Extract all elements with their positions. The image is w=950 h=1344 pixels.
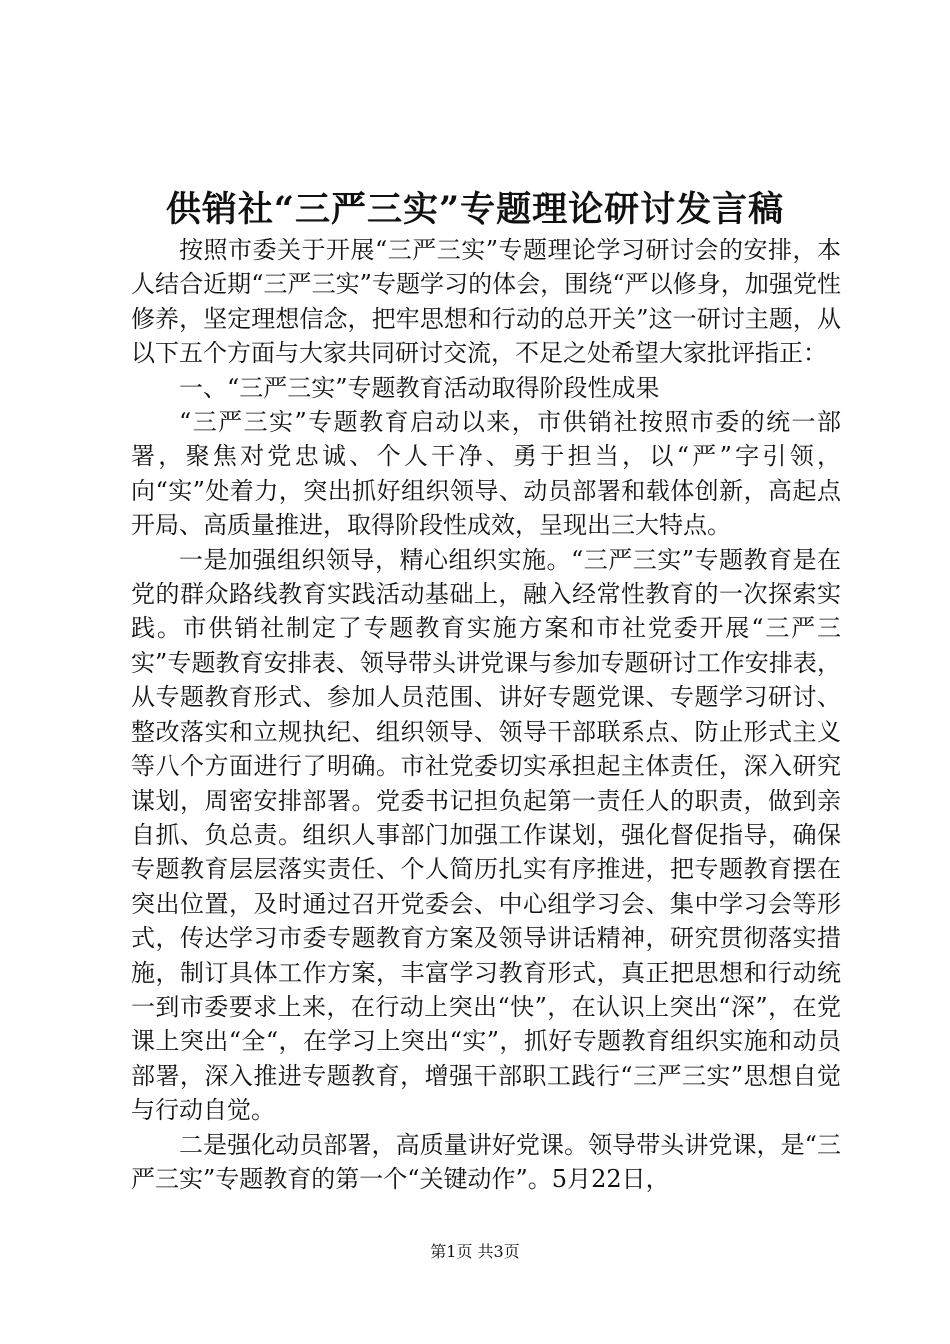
document-body (131, 233, 841, 1196)
page-number: 第1页 共3页 (430, 1242, 520, 1261)
paragraph-point-1: 一是加强组织领导，精心组织实施。“三严三实”专题教育是在党的群众路线教育实践活动基础上，融入经常性教育的一次探索实践。市供销社制定了专题教育实施方案和市社党委开展“三严三实”专题教育安排表、领导带头讲党课与参加专题研讨工作安排表，从专题教育形式、参加人员范围、讲好专题党课、专题学习研讨、整改落实和立规执纪、组织领导、领导干部联系点、防止形式主义等八个方面进行了明确。市社党委切实承担起主体责任，深入研究谋划，周密安排部署。党委书记担负起第一责任人的职责，做到亲自抓、负总责。组织人事部门加强工作谋划，强化督促指导，确保专题教育层层落实责任、个人简历扎实有序推进，把专题教育摆在突出位置，及时通过召开党委会、中心组学习会、集中学习会等形式，传达学习市委专题教育方案及领导讲话精神，研究贯彻落实措施，制订具体工作方案，丰富学习教育形式，真正把思想和行动统一到市委要求上来，在行动上突出“快”，在认识上突出“深”，在党课上突出“全“，在学习上突出“实”，抓好专题教育组织实施和动员部署，深入推进专题教育，增强干部职工践行“三严三实”思想自觉与行动自觉。 (131, 545, 841, 1125)
paragraph-overview: “三严三实”专题教育启动以来，市供销社按照市委的统一部署，聚焦对党忠诚、个人干净、勇于担当，以“严”字引领，向“实”处着力，突出抓好组织领导、动员部署和载体创新，高起点开局、高质量推进，取得阶段性成效，呈现出三大特点。 (131, 408, 841, 540)
document-title: 供销社“三严三实”专题理论研讨发言稿 (165, 189, 785, 230)
paragraph-point-2: 二是强化动员部署，高质量讲好党课。领导带头讲党课，是“三严三实”专题教育的第一个“关键动作”。5月22日， (131, 1130, 841, 1193)
section-heading-1: 一、“三严三实”专题教育活动取得阶段性成果 (179, 373, 660, 402)
paragraph-intro: 按照市委关于开展“三严三实”专题理论学习研讨会的安排，本人结合近期“三严三实”专题学习的体会，围绕“严以修身，加强党性修养，坚定理想信念，把牢思想和行动的总开关”这一研讨主题，从以下五个方面与大家共同研讨交流，不足之处希望大家批评指正： (131, 236, 841, 368)
